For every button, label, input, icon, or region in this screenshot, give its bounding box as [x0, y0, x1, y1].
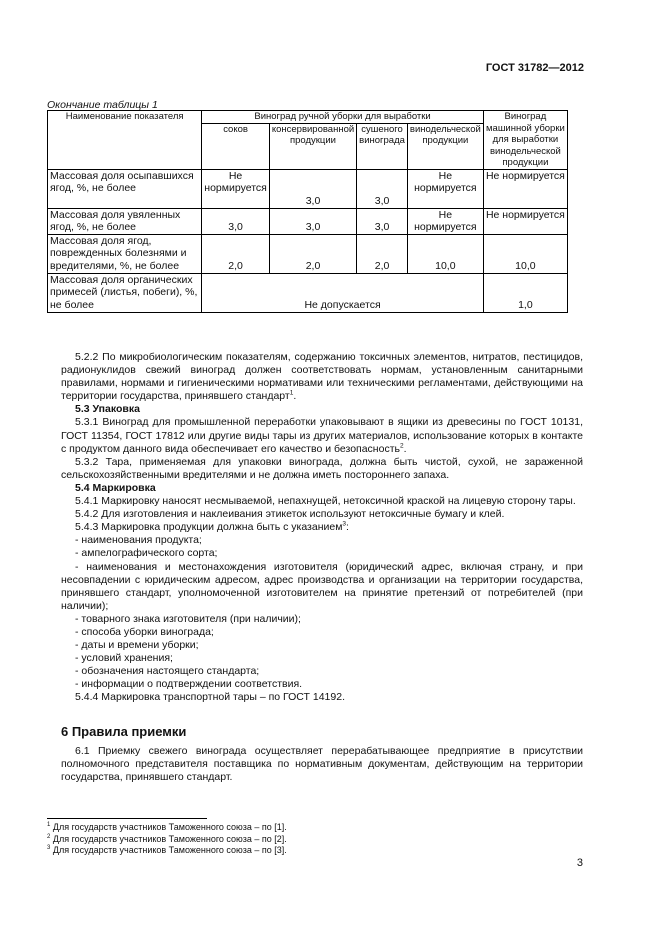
cell-merged-value: Не допускается	[202, 273, 484, 312]
cell-value: 2,0	[269, 234, 356, 273]
footnote: $^1$ Для государств участников Таможенного союза – по [1].	[47, 822, 287, 832]
cell-value: 2,0	[202, 234, 270, 273]
cell-value: 1,0	[483, 273, 567, 312]
footnote: $^2$ Для государств участников Таможенного союза – по [2].	[47, 833, 287, 844]
row-label: Массовая доля увяленных ягод, %, не более	[48, 208, 202, 234]
header-wine: винодельческой продукции	[407, 123, 483, 169]
list-item: - ампелографического сорта;	[75, 547, 218, 560]
requirements-table	[47, 110, 568, 313]
header-juices: соков	[202, 123, 270, 169]
paragraph-5-2-2: 5.2.2 По микробиологическим показателям, содержанию токсичных элементов, нитратов, пестицидов, радионуклидов свежий виноград должен соответствовать нормам, установленным санитарными правилами, нормами и гигиеническими нормативами или техническими регламентами, действующими на территории государства, принявшего стандарт$^1$.	[61, 351, 583, 403]
cell-value: Не нормируется	[407, 208, 483, 234]
table-row	[48, 208, 568, 234]
footnote-ref: 1	[289, 389, 294, 397]
cell-value: Не нормируется	[407, 169, 483, 208]
paragraph-5-4-4: 5.4.4 Маркировка транспортной тары – по ГОСТ 14192.	[75, 691, 345, 704]
footnote-divider	[47, 818, 207, 819]
heading-5-3: 5.3 Упаковка	[75, 403, 140, 416]
cell-value: Не нормируется	[483, 208, 567, 234]
header-indicator: Наименование показателя	[48, 111, 202, 170]
page-number: 3	[576, 857, 583, 869]
header-dried: сушеного винограда	[357, 123, 408, 169]
heading-5-4: 5.4 Маркировка	[75, 481, 156, 494]
cell-value: Не нормируется	[483, 169, 567, 208]
table-row	[48, 169, 568, 208]
header-machine-harvest: Виноград машинной уборки для выработки винодельческой продукции	[483, 111, 567, 170]
cell-value: 2,0	[357, 234, 408, 273]
section-5-text	[61, 351, 583, 705]
paragraph-5-4-2: 5.4.2 Для изготовления и наклеивания этикеток используют нетоксичные бумагу и клей.	[75, 508, 505, 521]
list-item: - способа уборки винограда;	[75, 625, 214, 638]
table-caption: Окончание таблицы 1	[47, 99, 158, 111]
list-item: - обозначения настоящего стандарта;	[75, 665, 260, 678]
section-6-title: 6 Правила приемки	[61, 724, 187, 739]
table-header-row	[48, 111, 568, 124]
paragraph-5-3-2: 5.3.2 Тара, применяемая для упаковки винограда, должна быть чистой, сухой, не зараженной сельскохозяйственными вредителями и не должна иметь постороннего запаха.	[61, 455, 583, 481]
footnote: $^3$ Для государств участников Таможенного союза – по [3].	[47, 845, 287, 855]
cell-value: 10,0	[407, 234, 483, 273]
cell-value: 3,0	[202, 208, 270, 234]
row-label: Массовая доля органических примесей (листья, побеги), %, не более	[48, 273, 202, 312]
section-6-text	[61, 745, 583, 784]
footnotes	[47, 822, 287, 857]
table-row	[48, 234, 568, 273]
cell-value: 3,0	[269, 169, 356, 208]
list-item: - информации о подтверждении соответствия.	[75, 678, 303, 691]
table-row	[48, 273, 568, 312]
list-item: - наименования и местонахождения изготовителя (юридический адрес, включая страну, и при несовпадении с юридическим адресом, адрес производства и организации на территории государства, принявшего стандарт, уполномоченной изготовителем на принятие претензий от потребителей (при наличии);	[61, 560, 583, 612]
paragraph-5-4-1: 5.4.1 Маркировку наносят несмываемой, непахнущей, нетоксичной краской на лицевую сторону тары.	[75, 495, 576, 508]
cell-value: 3,0	[357, 208, 408, 234]
list-item: - даты и времени уборки;	[75, 639, 199, 652]
paragraph-5-3-1: 5.3.1 Виноград для промышленной переработки упаковывают в ящики из древесины по ГОСТ 10131, ГОСТ 11354, ГОСТ 17812 или другие виды тары из других материалов, использование которых в контакте с продуктом данного вида обеспечивает его качество и безопасность$^2$.	[61, 416, 583, 455]
cell-value: Не нормируется	[202, 169, 270, 208]
footnote-ref: 2	[399, 442, 404, 450]
row-label: Массовая доля осыпавшихся ягод, %, не более	[48, 169, 202, 208]
cell-value: 3,0	[269, 208, 356, 234]
document-header: ГОСТ 31782—2012	[485, 62, 584, 74]
list-item: - наименования продукта;	[75, 534, 202, 547]
cell-value: 10,0	[483, 234, 567, 273]
paragraph-5-4-3: 5.4.3 Маркировка продукции должна быть с указанием$^3$:	[75, 520, 349, 534]
paragraph-6-1: 6.1 Приемку свежего винограда осуществляет перерабатывающее предприятие в присутствии полномочного представителя поставщика по нормативным документам, действующим на территории государства, принявшего стандарт.	[61, 745, 583, 784]
row-label: Массовая доля ягод, поврежденных болезнями и вредителями, %, не более	[48, 234, 202, 273]
footnote-ref: 3	[342, 520, 347, 528]
header-manual-harvest: Виноград ручной уборки для выработки	[202, 111, 484, 124]
list-item: - условий хранения;	[75, 652, 173, 665]
cell-value: 3,0	[357, 169, 408, 208]
header-canned: консервированной продукции	[269, 123, 356, 169]
list-item: - товарного знака изготовителя (при наличии);	[75, 612, 301, 625]
